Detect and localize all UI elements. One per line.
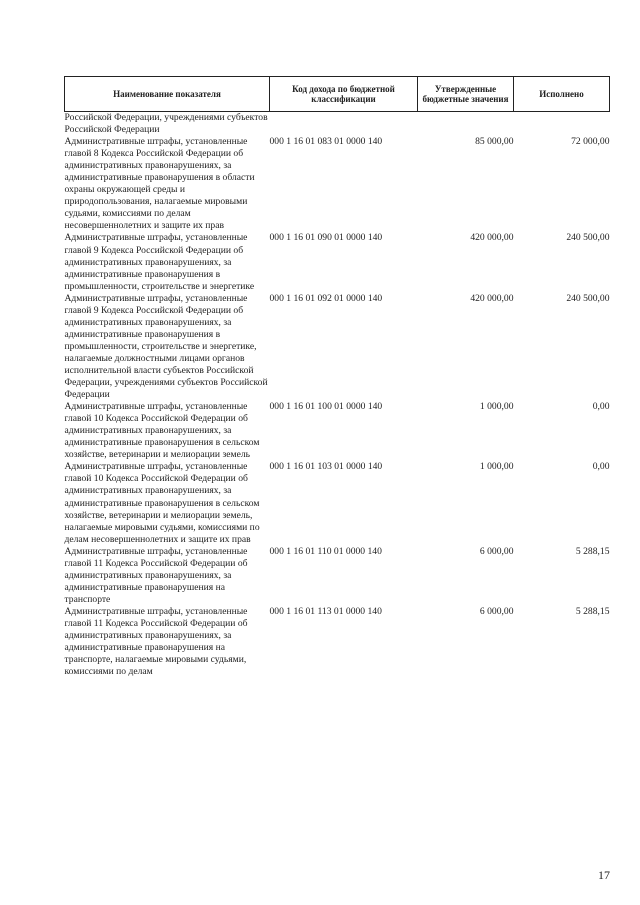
table-header-row — [65, 77, 610, 112]
row-executed-value: 5 288,15 — [575, 605, 610, 617]
row-revenue-code: 000 1 16 01 103 01 0000 140 — [269, 461, 383, 473]
row-revenue-code: 000 1 16 01 092 01 0000 140 — [269, 292, 383, 304]
row-indicator-name: Административные штрафы, установленные главой 8 Кодекса Российской Федерации об административных правонарушениях, за административные правонарушения в области охраны окружающей среды и природопользования, налагаемые мировыми судьями, комиссиями по делам несовершеннолетних и защите их прав — [64, 136, 255, 232]
row-indicator-name: Административные штрафы, установленные главой 10 Кодекса Российской Федерации об административных правонарушениях, за административные правонарушения в сельском хозяйстве, ветеринарии и мелиорации земель, налагаемые мировыми судьями, комиссиями по делам несовершеннолетних и защите их прав — [64, 461, 260, 545]
row-executed-value: 5 288,15 — [575, 545, 610, 557]
row-approved-value: 1 000,00 — [479, 401, 514, 413]
row-executed-value — [514, 112, 610, 137]
row-approved-value: 85 000,00 — [475, 136, 514, 148]
row-executed-value: 0,00 — [592, 461, 610, 473]
table-row — [65, 293, 610, 401]
row-executed-value: 0,00 — [592, 401, 610, 413]
row-approved-value: 6 000,00 — [479, 605, 514, 617]
budget-execution-table — [64, 76, 610, 678]
row-approved-value — [418, 112, 514, 137]
row-indicator-name: Российской Федерации, учреждениями субъектов Российской Федерации — [64, 112, 268, 136]
row-executed-value: 72 000,00 — [571, 136, 610, 148]
row-approved-value: 420 000,00 — [470, 232, 514, 244]
row-revenue-code: 000 1 16 01 083 01 0000 140 — [269, 136, 383, 148]
row-revenue-code: 000 1 16 01 100 01 0000 140 — [269, 401, 383, 413]
row-indicator-name: Административные штрафы, установленные главой 10 Кодекса Российской Федерации об административных правонарушениях, за административные правонарушения в сельском хозяйстве, ветеринарии и мелиорации земель — [64, 401, 260, 461]
table-row — [65, 606, 610, 678]
row-executed-value: 240 500,00 — [566, 232, 610, 244]
row-approved-value: 420 000,00 — [470, 292, 514, 304]
table-row — [65, 136, 610, 232]
table-body — [65, 112, 610, 679]
table-row — [65, 112, 610, 137]
page-number: 17 — [598, 868, 610, 882]
row-approved-value: 6 000,00 — [479, 545, 514, 557]
header-revenue-code: Код дохода по бюджетной классификации — [270, 77, 418, 112]
header-executed: Исполнено — [514, 77, 610, 112]
table-row — [65, 461, 610, 545]
table-row — [65, 232, 610, 292]
row-revenue-code — [270, 112, 418, 137]
header-indicator-name: Наименование показателя — [65, 77, 270, 112]
row-indicator-name: Административные штрафы, установленные главой 11 Кодекса Российской Федерации об административных правонарушениях, за административные правонарушения на транспорте — [64, 545, 248, 605]
row-revenue-code: 000 1 16 01 113 01 0000 140 — [269, 605, 382, 617]
row-indicator-name: Административные штрафы, установленные главой 9 Кодекса Российской Федерации об административных правонарушениях, за административные правонарушения в промышленности, строительстве и энергетике — [64, 232, 255, 292]
row-indicator-name: Административные штрафы, установленные главой 11 Кодекса Российской Федерации об административных правонарушениях, за административные правонарушения на транспорте, налагаемые мировыми судьями, комиссиями по делам — [64, 605, 248, 678]
table-row — [65, 401, 610, 461]
row-revenue-code: 000 1 16 01 110 01 0000 140 — [269, 545, 382, 557]
row-revenue-code: 000 1 16 01 090 01 0000 140 — [269, 232, 383, 244]
row-approved-value: 1 000,00 — [479, 461, 514, 473]
header-approved-values: Утвержденные бюджетные значения — [418, 77, 514, 112]
row-executed-value: 240 500,00 — [566, 292, 610, 304]
row-indicator-name: Административные штрафы, установленные главой 9 Кодекса Российской Федерации об административных правонарушениях, за административные правонарушения в промышленности, строительстве и энергетике, налагаемые должностными лицами органов исполнительной власти субъектов Российской Федерации, учреждениями субъектов Российской Федерации — [64, 292, 268, 401]
table-row — [65, 546, 610, 606]
